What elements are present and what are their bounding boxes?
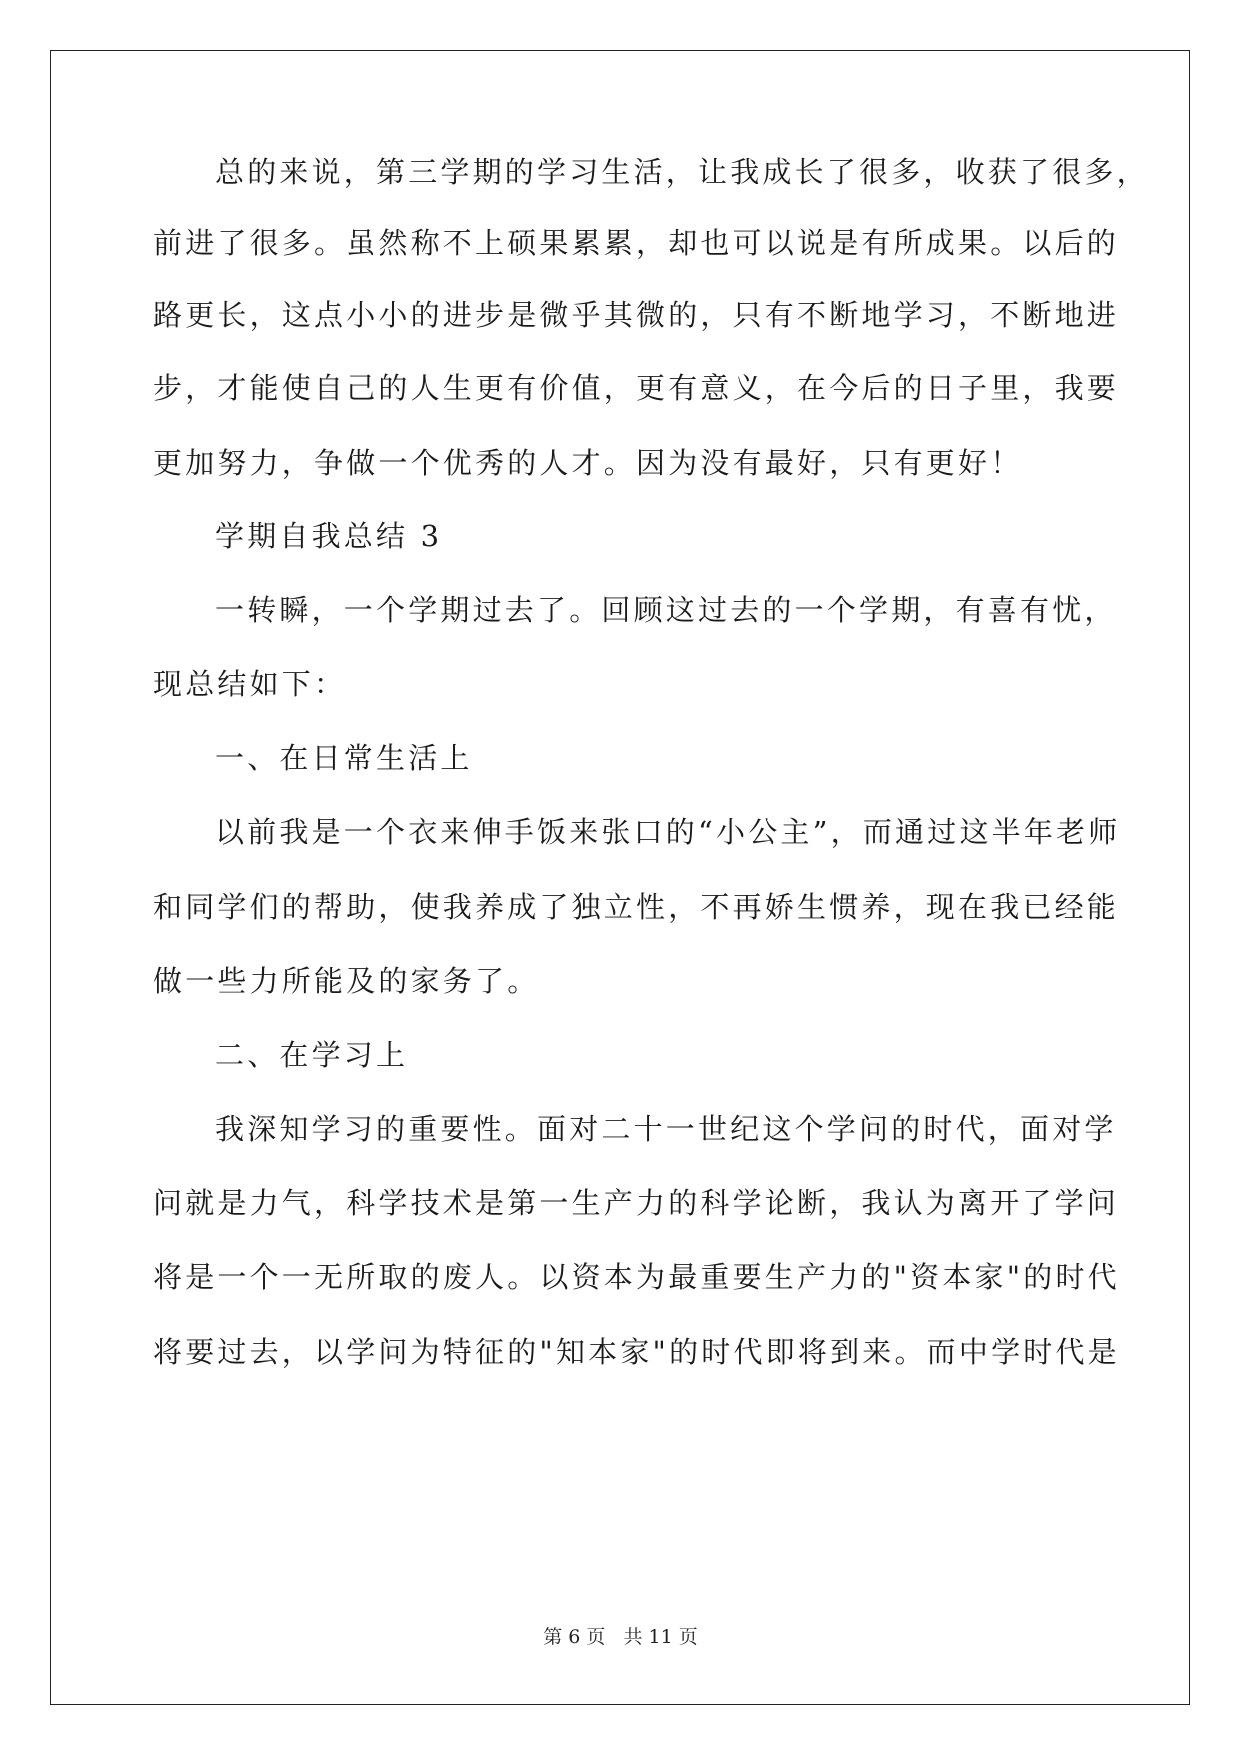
- paragraph-line: 以前我是一个衣来伸手饭来张口的“小公主”，而通过这半年老师: [215, 815, 1121, 849]
- paragraph-line: 问就是力气，科学技术是第一生产力的科学论断，我认为离开了学问: [153, 1186, 1120, 1220]
- page-number-current: 第 6 页: [543, 1626, 606, 1648]
- paragraph-line: 将要过去，以学问为特征的"知本家"的时代即将到来。而中学时代是: [153, 1335, 1120, 1369]
- paragraph-line: 和同学们的帮助，使我养成了独立性，不再娇生惯养，现在我已经能: [153, 890, 1120, 924]
- paragraph-line: 前进了很多。虽然称不上硕果累累，却也可以说是有所成果。以后的: [153, 226, 1120, 260]
- subsection-heading: 二、在学习上: [215, 1038, 409, 1072]
- paragraph-line: 将是一个一无所取的废人。以资本为最重要生产力的"资本家"的时代: [153, 1260, 1120, 1294]
- paragraph-line: 一转瞬，一个学期过去了。回顾这过去的一个学期，有喜有忧，: [215, 593, 1117, 627]
- paragraph-line: 步，才能使自己的人生更有价值，更有意义，在今后的日子里，我要: [153, 371, 1120, 405]
- section-heading: 学期自我总结 3: [215, 519, 443, 553]
- paragraph-line: 路更长，这点小小的进步是微乎其微的，只有不断地学习，不断地进: [153, 298, 1120, 332]
- paragraph-line: 总的来说，第三学期的学习生活，让我成长了很多，收获了很多，: [215, 155, 1149, 189]
- page-footer: [0, 1622, 1241, 1649]
- paragraph-line: 现总结如下：: [153, 667, 347, 701]
- paragraph-line: 更加努力，争做一个优秀的人才。因为没有最好，只有更好！: [153, 446, 1023, 480]
- paragraph-line: 做一些力所能及的家务了。: [153, 964, 540, 998]
- paragraph-line: 我深知学习的重要性。面对二十一世纪这个学问的时代，面对学: [215, 1112, 1117, 1146]
- subsection-heading: 一、在日常生活上: [215, 741, 473, 775]
- page-number-total: 共 11 页: [623, 1626, 698, 1648]
